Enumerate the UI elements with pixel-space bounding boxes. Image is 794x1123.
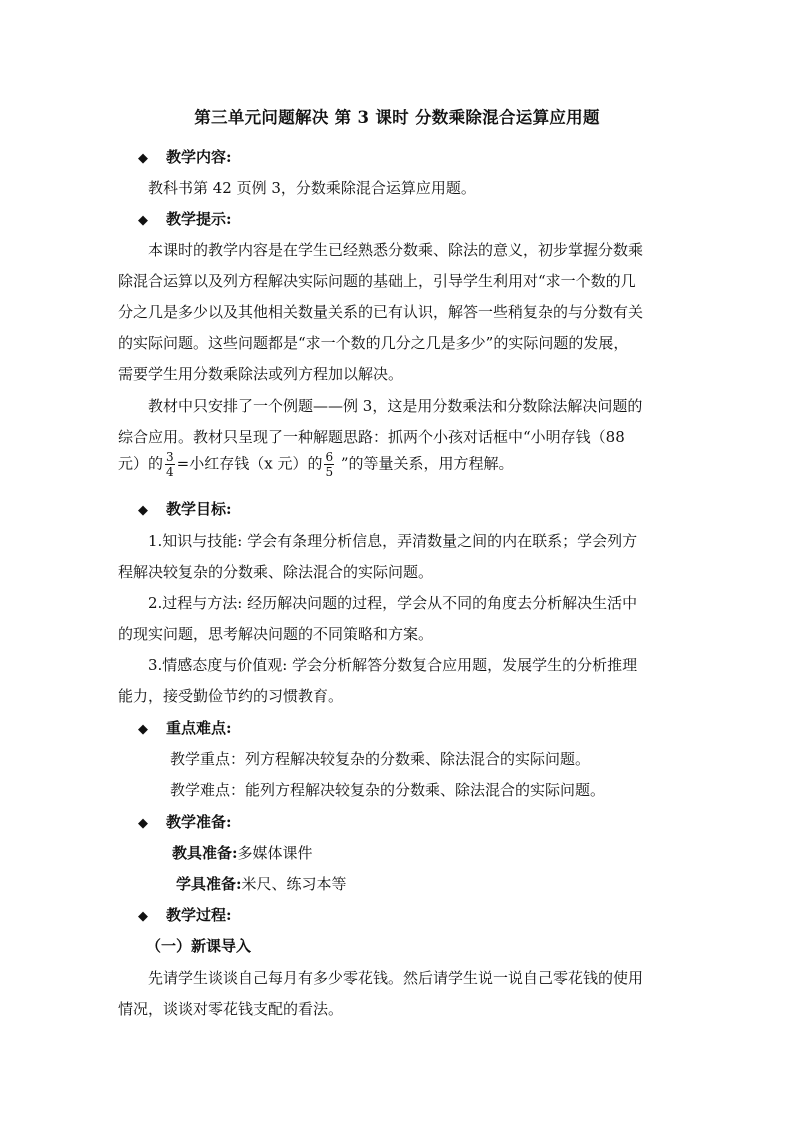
content-text: 教科书第 42 页例 3，分数乘除混合运算应用题。 [148, 179, 476, 197]
section-heading-process: ◆ 教学过程: [138, 906, 232, 924]
section-heading-hint: ◆ 教学提示: [138, 210, 232, 228]
hint-paragraph-line: 除混合运算以及列方程解决实际问题的基础上，引导学生利用对“求一个数的几 [118, 272, 636, 290]
section-heading-content: ◆ 教学内容: [138, 148, 232, 166]
fraction-three-fourths: $\frac{3}{4}$ [166, 450, 174, 479]
goal-line: 能力，接受勤俭节约的习惯教育。 [118, 687, 344, 705]
process-paragraph-line: 先请学生谈谈自己每月有多少零花钱。然后请学生说一说自己零花钱的使用 [148, 969, 644, 987]
diamond-bullet-icon: ◆ [138, 722, 148, 737]
hint-paragraph-line: 综合应用。教材只呈现了一种解题思路：抓两个小孩对话框中“小明存钱（88 [118, 428, 625, 446]
hint-paragraph-line: 分之几是多少以及其他相关数量关系的已有认识，解答一些稍复杂的与分数有关 [118, 303, 644, 321]
hint-paragraph-line: 教材中只安排了一个例题——例 3，这是用分数乘法和分数除法解决问题的 [148, 397, 643, 415]
goal-line: 1.知识与技能: 学会有条理分析信息，弄清数量之间的内在联系；学会列方 [148, 532, 638, 550]
diamond-bullet-icon: ◆ [138, 151, 148, 166]
diamond-bullet-icon: ◆ [138, 909, 148, 924]
goal-line: 3.情感态度与价值观: 学会分析解答分数复合应用题，发展学生的分析推理 [148, 656, 638, 674]
difficult-point-line: 教学难点：能列方程解决较复杂的分数乘、除法混合的实际问题。 [170, 781, 606, 799]
process-paragraph-line: 情况，谈谈对零花钱支配的看法。 [118, 1000, 344, 1018]
hint-paragraph-line: 的实际问题。这些问题都是“求一个数的几分之几是多少”的实际问题的发展， [118, 334, 629, 352]
section-heading-prep: ◆ 教学准备: [138, 813, 232, 831]
section-heading-keypoints: ◆ 重点难点: [138, 719, 232, 737]
fraction-six-fifths: $\frac{6}{5}$ [325, 450, 334, 479]
process-subheading: （一）新课导入 [146, 937, 252, 955]
diamond-bullet-icon: ◆ [138, 213, 148, 228]
student-prep-line: 学具准备:米尺、练习本等 [176, 875, 347, 893]
diamond-bullet-icon: ◆ [138, 816, 148, 831]
section-heading-goals: ◆ 教学目标: [138, 500, 232, 518]
diamond-bullet-icon: ◆ [138, 503, 148, 518]
goal-line: 程解决较复杂的分数乘、除法混合的实际问题。 [118, 563, 434, 581]
hint-paragraph-line: 需要学生用分数乘除法或列方程加以解决。 [118, 365, 404, 383]
page-title: 第三单元问题解决 第 3 课时 分数乘除混合运算应用题 [194, 108, 600, 127]
goal-line: 2.过程与方法: 经历解决问题的过程，学会从不同的角度去分析解决生活中 [148, 594, 638, 612]
hint-paragraph-line: 本课时的教学内容是在学生已经熟悉分数乘、除法的意义，初步掌握分数乘 [148, 241, 644, 259]
goal-line: 的现实问题，思考解决问题的不同策略和方案。 [118, 625, 434, 643]
key-point-line: 教学重点：列方程解决较复杂的分数乘、除法混合的实际问题。 [170, 750, 591, 768]
hint-equation-line: 元）的 $\frac{3}{4}$ =小红存钱（x 元）的 $\frac{6}{5}$ ”的等量关系，用方程解。 [118, 450, 514, 479]
teacher-prep-line: 教具准备:多媒体课件 [172, 844, 313, 862]
